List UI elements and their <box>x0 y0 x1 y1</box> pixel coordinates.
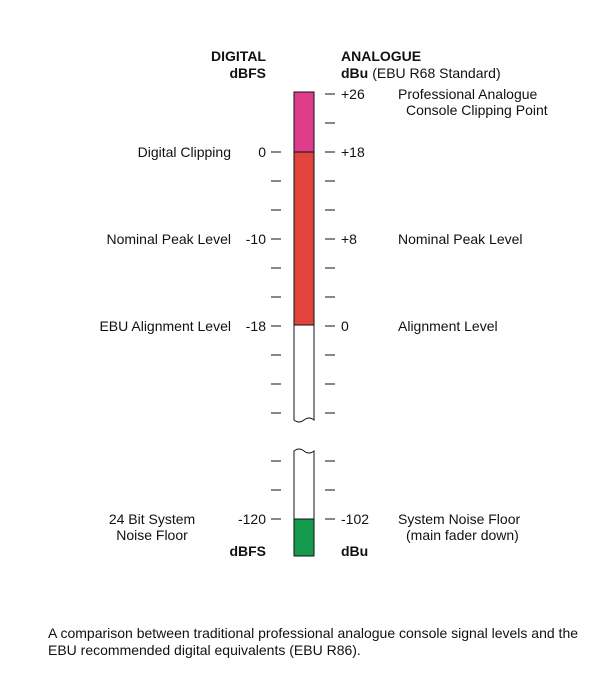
analogue-unit-footer: dBu <box>341 543 369 559</box>
right-ticks <box>325 94 335 519</box>
dbu-minus102: -102 <box>341 511 370 527</box>
dbfs-minus10: -10 <box>245 231 266 247</box>
figure-caption: A comparison between traditional professional analogue console signal levels and the EBU recommended digital equivalents (EBU R86). <box>48 625 579 658</box>
nominal-peak-analogue-label: Nominal Peak Level <box>398 231 523 247</box>
digital-header: DIGITAL <box>211 48 266 64</box>
noise-floor-digital-label-line1: 24 Bit System <box>108 511 196 527</box>
analogue-header: ANALOGUE <box>341 48 422 64</box>
meter-bar <box>294 92 314 556</box>
dbfs-minus120: -120 <box>237 511 266 527</box>
digital-unit-footer: dBFS <box>229 543 266 559</box>
dbfs-minus18: -18 <box>245 318 266 334</box>
analogue-standard: (EBU R68 Standard) <box>372 65 501 81</box>
nominal-peak-digital-label: Nominal Peak Level <box>106 231 231 247</box>
alignment-analogue-label: Alignment Level <box>398 318 498 334</box>
dbu-0: 0 <box>341 318 349 334</box>
left-ticks <box>271 152 281 519</box>
clipping-point-label-line1: Professional Analogue <box>398 86 538 102</box>
noise-floor-analogue-label-line1: System Noise Floor <box>398 511 521 527</box>
noise-floor-segment <box>294 519 314 556</box>
nominal-segment-lower <box>294 449 314 519</box>
dbfs-0: 0 <box>258 144 266 160</box>
noise-floor-digital-label-line2: Noise Floor <box>116 527 188 543</box>
nominal-segment-upper <box>294 325 314 422</box>
noise-floor-analogue-label-line2: (main fader down) <box>406 527 519 543</box>
dbu-plus18: +18 <box>341 144 365 160</box>
headroom-segment <box>294 92 314 152</box>
peak-segment <box>294 152 314 325</box>
ebu-alignment-label: EBU Alignment Level <box>99 318 231 334</box>
dbu-plus26: +26 <box>341 86 365 102</box>
digital-clipping-label: Digital Clipping <box>137 144 231 160</box>
dbu-plus8: +8 <box>341 231 357 247</box>
digital-unit-header: dBFS <box>229 65 266 81</box>
analogue-unit: dBu <box>341 65 369 81</box>
clipping-point-label-line2: Console Clipping Point <box>406 102 548 118</box>
analogue-unit-header <box>341 65 501 81</box>
